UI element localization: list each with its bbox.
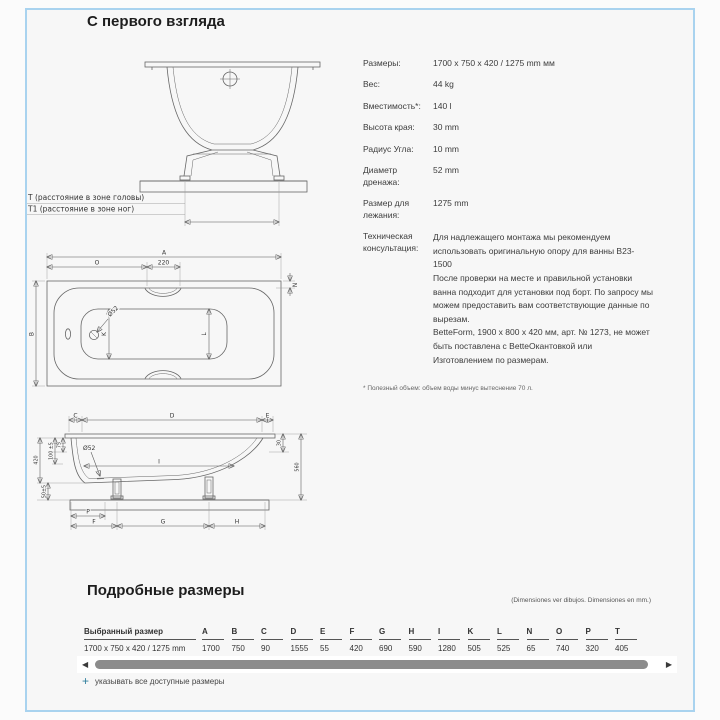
dim-label-n: N: [292, 282, 299, 288]
dimension-value: 55: [320, 644, 329, 653]
consultation-line: BetteForm, 1900 x 800 x 420 мм, арт. № 1273, не может быть поставлена с BetteОкантовкой или Изготовлением по размерам.: [433, 327, 650, 365]
dimension-value: 90: [261, 644, 270, 653]
dim-label-30: 30: [277, 439, 283, 447]
front-dimensions: [27, 182, 279, 226]
dim-label-e: E: [265, 412, 270, 420]
dimension-letter: C: [261, 627, 283, 640]
spec-label: Техническая консультация:: [363, 231, 419, 253]
dimension-column: [527, 627, 557, 653]
side-view-drawing: [27, 408, 337, 580]
consultation-line: После проверки на месте и правильной установки ванна подходит для установки под борт. По запросу мы можем предоставить вам соответствующие данные по вырезам.: [433, 273, 653, 324]
scrollbar-thumb[interactable]: [95, 660, 647, 669]
dim-label-420: 420: [34, 455, 40, 465]
front-view-drawing: [27, 50, 367, 248]
spec-list: [363, 58, 653, 392]
spec-value: 140 l: [433, 100, 452, 111]
plus-icon: +: [82, 674, 90, 688]
front-label-head-zone: Т (расстояние в зоне головы): [28, 193, 145, 202]
dimension-value: 1700: [202, 644, 220, 653]
dimension-column: [586, 627, 616, 653]
dimension-column: [379, 627, 409, 653]
scrollbar-track[interactable]: [95, 660, 659, 669]
dimension-column: [556, 627, 586, 653]
dimension-letter: H: [409, 627, 431, 640]
page-title: С первого взгляда: [87, 13, 225, 30]
dimension-letter: E: [320, 627, 342, 640]
dim-label-f: F: [92, 518, 96, 526]
dimension-column: [468, 627, 498, 653]
dim-label-b: B: [28, 331, 36, 337]
spec-label: Размеры:: [363, 58, 401, 68]
dimension-table: [84, 627, 645, 653]
dimension-letter: A: [202, 627, 224, 640]
dim-label-h: H: [234, 518, 240, 526]
front-label-foot-zone: Т1 (расстояние в зоне ног): [28, 204, 135, 214]
spec-row: [363, 58, 653, 69]
consultation-line: Для надлежащего монтажа мы рекомендуем использовать оригинальную опору для ванны B23-1500: [433, 232, 635, 270]
dimension-value: 320: [585, 644, 599, 653]
dimension-column: [615, 627, 645, 653]
spec-row: [363, 198, 653, 221]
volume-footnote: * Полезный объем: объем воды минус вытеснение 70 л.: [363, 385, 533, 393]
page-frame: [25, 8, 695, 712]
spec-value: 10 mm: [433, 143, 459, 154]
ground-hatch: [70, 500, 269, 510]
spec-row: [363, 122, 653, 133]
dim-label-drain-side: Ø52: [83, 445, 96, 452]
dimension-letter: F: [350, 627, 372, 640]
spec-row: [363, 165, 653, 188]
dim-label-75: 75: [57, 441, 63, 449]
scroll-right-icon[interactable]: ▶: [665, 659, 672, 669]
spec-row: [363, 144, 653, 155]
dimension-value: 690: [379, 644, 393, 653]
ground-hatch: [140, 181, 307, 192]
top-dimensions: [29, 250, 300, 387]
dim-label-k: K: [101, 332, 108, 336]
dimension-value: 525: [497, 644, 511, 653]
bathtub-front-outline: [145, 62, 320, 180]
spec-row-consultation: [363, 231, 653, 367]
spec-value: 52 mm: [433, 165, 459, 176]
dimension-value: 405: [615, 644, 629, 653]
dimension-column: [202, 627, 232, 653]
spec-label: Высота края:: [363, 122, 415, 133]
dim-label-a: A: [161, 249, 167, 257]
dimension-letter: K: [468, 627, 490, 640]
dimension-letter: P: [586, 627, 608, 640]
dim-label-50: 50±5: [42, 484, 48, 499]
spec-label: Размер для лежания:: [363, 198, 410, 220]
dimension-letter: T: [615, 627, 637, 640]
dimension-letter: I: [438, 627, 460, 640]
top-view-drawing: [27, 245, 337, 405]
dimension-column: [497, 627, 527, 653]
dim-label-i: I: [158, 458, 160, 466]
detailed-sizes-title: Подробные размеры: [87, 582, 245, 599]
dimension-value: 1555: [290, 644, 309, 653]
spec-row: [363, 79, 653, 90]
dimension-value: 590: [408, 644, 422, 653]
dimension-letter: O: [556, 627, 578, 640]
dimension-letter: N: [527, 627, 549, 640]
scroll-left-icon[interactable]: ◀: [82, 659, 89, 669]
spec-label: Радиус Угла:: [363, 143, 414, 154]
dim-label-l: L: [201, 332, 208, 336]
spec-value: 1700 x 750 x 420 / 1275 mm мм: [433, 58, 555, 68]
dim-label-100: 100 ±5: [49, 442, 55, 460]
bathtub-top-outline: [47, 281, 281, 386]
dimension-column: [261, 627, 291, 653]
dim-label-o: O: [94, 259, 100, 267]
dim-label-c: C: [73, 412, 78, 420]
dimension-value: 740: [556, 644, 570, 653]
dim-label-220: 220: [157, 259, 170, 267]
dimension-letter: B: [232, 627, 254, 640]
table-scrollbar[interactable]: [77, 656, 677, 673]
dimension-value: 65: [526, 644, 536, 653]
dimension-letter: L: [497, 627, 519, 640]
selected-size-value: 1700 x 750 x 420 / 1275 mm: [84, 644, 186, 653]
spec-row: [363, 101, 653, 112]
dim-label-g: G: [160, 518, 166, 526]
spec-value: 1275 mm: [433, 198, 469, 209]
dimension-column: [409, 627, 439, 653]
show-all-sizes-label: указывать все доступные размеры: [95, 676, 225, 686]
show-all-sizes-link[interactable]: [82, 675, 224, 687]
dimension-column: [291, 627, 321, 653]
units-note: (Dimensiones ver dibujos. Dimensiones en mm.): [511, 597, 651, 604]
dimension-value: 505: [467, 644, 481, 653]
spec-label: Диаметр дренажа:: [363, 165, 400, 187]
dim-label-d: D: [169, 412, 175, 420]
spec-label: Вес:: [363, 79, 381, 90]
dimension-value: 750: [231, 644, 245, 653]
overflow-hole: [65, 329, 70, 339]
consultation-text: [433, 231, 653, 367]
dimension-column: [350, 627, 380, 653]
dimension-letter: D: [291, 627, 313, 640]
spec-value: 30 mm: [433, 122, 459, 133]
dim-label-560: 560: [295, 462, 301, 472]
dimension-column: [320, 627, 350, 653]
dim-label-drain: Ø52: [106, 304, 121, 319]
side-dimensions: [34, 413, 308, 531]
selected-size-column: [84, 627, 202, 653]
dimension-letter: G: [379, 627, 401, 640]
dimension-value: 1280: [438, 644, 456, 653]
dim-label-p: P: [86, 508, 90, 516]
dimension-column: [232, 627, 262, 653]
dimension-value: 420: [349, 644, 363, 653]
selected-size-header: Выбранный размер: [84, 627, 196, 640]
spec-value: 44 kg: [433, 79, 454, 90]
spec-label: Вместимость*:: [363, 100, 421, 111]
dimension-column: [438, 627, 468, 653]
